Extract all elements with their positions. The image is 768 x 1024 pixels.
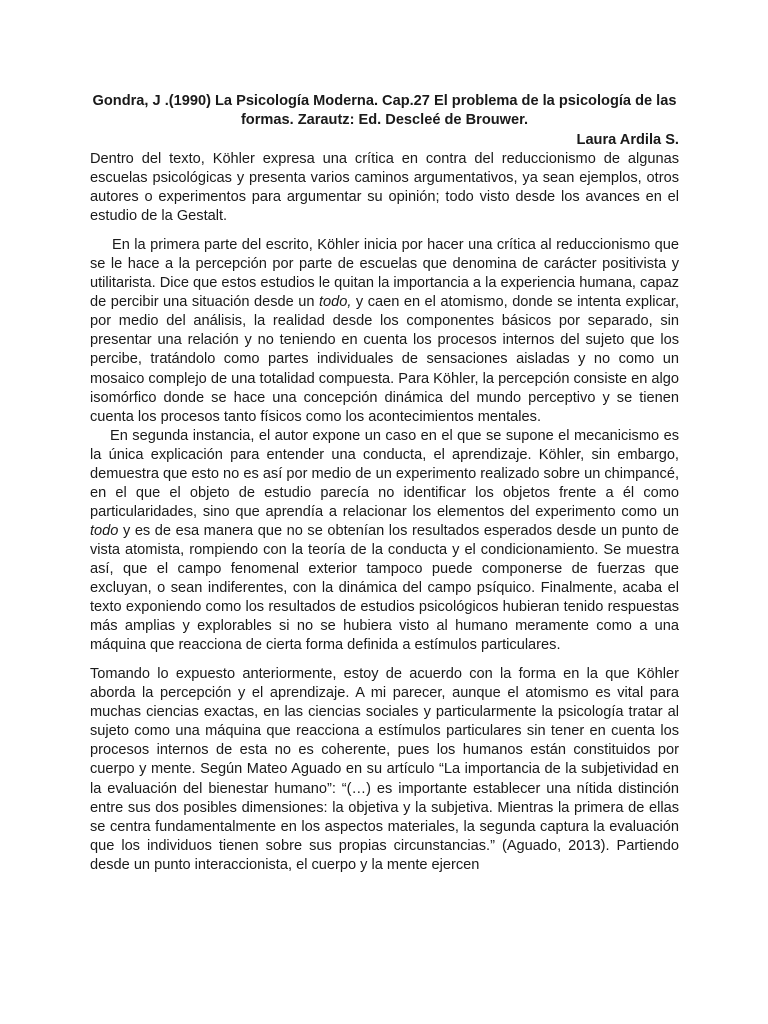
citation-title: Gondra, J .(1990) La Psicología Moderna. Cap.27 El problema de la psicología de las formas. Zarautz: Ed. Descleé de Brouwer.	[92, 93, 677, 128]
paragraph-second-part-text-a: En segunda instancia, el autor expone un caso en el que se supone el mecanicismo es la única explicación para entender una conducta, el aprendizaje. Köhler, sin embargo, demuestra que esto no es así por medio de un experimento realizado sobre un chimpancé, en el que el objeto de estudio parecía no identificar los objetos frente a él como particularidades, sino que aprendía a relacionar los elementos del experimento como un	[90, 427, 679, 520]
author-name: Laura Ardila S.	[576, 132, 679, 148]
paragraph-opinion: Tomando lo expuesto anteriormente, estoy de acuerdo con la forma en la que Köhler aborda la percepción y el aprendizaje. A mi parecer, aunque el atomismo es vital para muchas ciencias exactas, en las ciencias sociales y particularmente la psicología tratar al sujeto como una máquina que reacciona a estímulos particulares sin tener en cuenta los procesos internos de esta no es coherente, pues los humanos están constituidos por cuerpo y mente. Según Mateo Aguado en su artículo “La importancia de la subjetividad en la evaluación del bienestar humano”: “(…) es importante establecer una nítida distinción entre sus dos posibles dimensiones: la objetiva y la subjetiva. Mientras la primera de ellas se centra fundamentalmente en los aspectos materiales, la segunda captura la evaluación que los individuos tienen sobre sus propias circunstancias.” (Aguado, 2013). Partiendo desde un punto interaccionista, el cuerpo y la mente ejercen	[90, 666, 679, 873]
paragraph-second-part-emphasis: todo	[90, 522, 119, 539]
paragraph-first-part-emphasis: todo,	[318, 294, 352, 311]
paragraph-first-part-text-a: En la primera parte del escrito, Köhler inicia por hacer una crítica al reduccionismo que se le hace a la percepción por parte de escuelas que denomina de carácter positivista y utilitarista. Dice que estos estudios le quitan la importancia a la experiencia humana, capaz de percibir una situación desde un	[90, 237, 679, 311]
paragraph-second-part-text-b: y es de esa manera que no se obtenían los resultados esperados desde un punto de vista atomista, rompiendo con la teoría de la conducta y el condicionamiento. Se muestra así, que el campo fenomenal exterior tampoco puede componerse de fuerzas que excluyan, o sean indiferentes, con la dinámica del campo psíquico. Finalmente, acaba el texto exponiendo como los resultados de estudios psicológicos hubieran tenido respuestas más amplias y explorables si no se hubiera visto al humano meramente como a una máquina que reacciona de cierta forma definida a estímulos particulares.	[90, 522, 679, 654]
paragraph-second-part	[90, 427, 679, 656]
paragraph-first-part-text-b: y caen en el atomismo, donde se intenta explicar, por medio del análisis, la realidad desde los componentes básicos por separado, sin presentar una relación y no teniendo en cuenta los procesos internos del sujeto que los percibe, tratándolo como partes individuales de sensaciones aisladas y no como un mosaico complejo de una totalidad compuesta. Para Köhler, la percepción consiste en algo isomórfico donde se hace una concepción dinámica del mundo perceptivo y se tienen cuenta los procesos tanto físicos como los acontecimientos mentales.	[90, 294, 679, 425]
paragraph-first-part	[90, 236, 679, 426]
paragraph-intro: Dentro del texto, Köhler expresa una crítica en contra del reduccionismo de algunas escuelas psicológicas y presenta varios caminos argumentativos, ya sean ejemplos, otros autores o experimentos para argumentar su opinión; todo visto desde los avances en el estudio de la Gestalt.	[90, 151, 679, 225]
